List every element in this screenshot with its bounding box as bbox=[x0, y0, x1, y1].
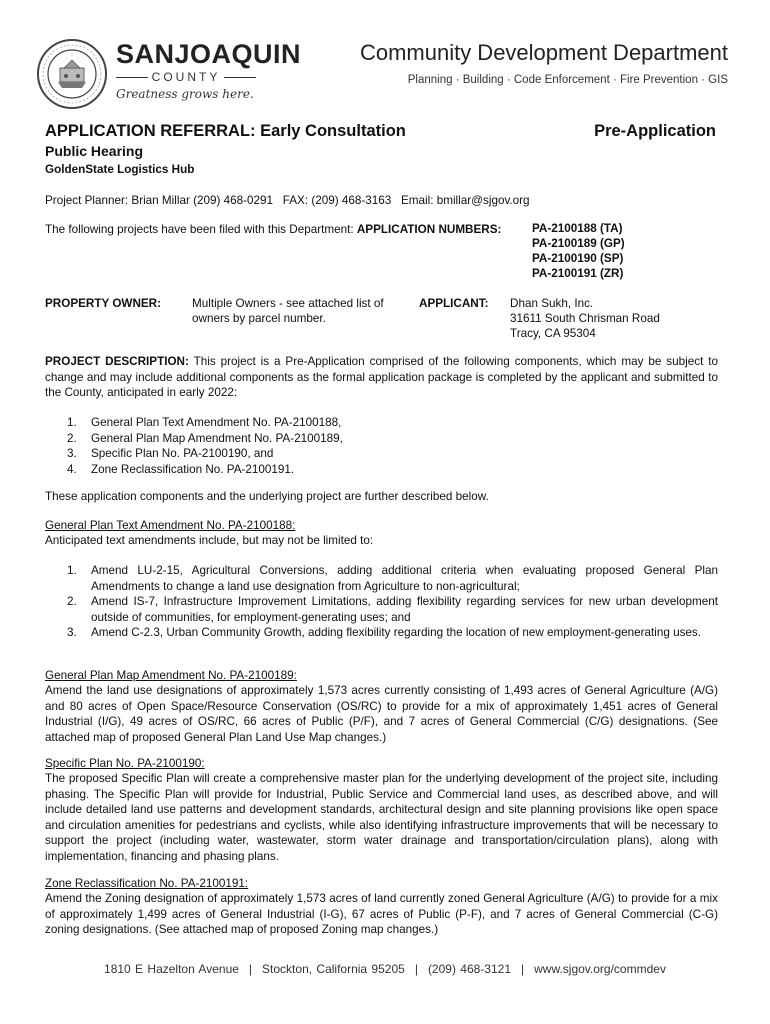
brand-tagline: Greatness grows here. bbox=[116, 87, 254, 101]
application-number: PA-2100191 (ZR) bbox=[532, 267, 624, 280]
property-owner-label: PROPERTY OWNER: bbox=[45, 297, 162, 310]
list-item: 1. General Plan Text Amendment No. PA-2100188, bbox=[67, 416, 342, 429]
department-title: Community Development Department bbox=[359, 40, 728, 65]
county-logo bbox=[116, 39, 302, 101]
application-number: PA-2100189 (GP) bbox=[532, 237, 625, 250]
public-hearing-label: Public Hearing bbox=[45, 143, 144, 159]
document-title: APPLICATION REFERRAL: Early Consultation bbox=[45, 122, 406, 140]
gpta-list bbox=[45, 563, 718, 641]
brand-name: SANJOAQUIN bbox=[116, 39, 302, 69]
footer-city: Stockton, California 95205 bbox=[262, 962, 405, 976]
list-item: 3. Amend C-2.3, Urban Community Growth, adding flexibility regarding the location of new employment-generating uses. bbox=[67, 626, 702, 640]
filed-line: The following projects have been filed with this Department: APPLICATION NUMBERS: bbox=[45, 223, 502, 236]
list-item: 4. Zone Reclassification No. PA-2100191. bbox=[67, 462, 295, 476]
component-list bbox=[45, 415, 718, 477]
application-number: PA-2100190 (SP) bbox=[532, 252, 624, 265]
brand-county: COUNTY bbox=[116, 70, 256, 84]
application-number: PA-2100188 (TA) bbox=[532, 222, 623, 235]
footer-phone: (209) 468-3121 bbox=[427, 962, 511, 976]
pre-application-label: Pre-Application bbox=[594, 122, 716, 140]
zone-reclass-text: Amend the Zoning designation of approximately 1,573 acres of land currently zoned General Agriculture (A/G) to provide for a mix of approximately 1,499 acres of General Industrial (I-G), 67 acres of Public (P-F), and 7 acres of General Commercial (C-G) zoning designations. (See attached map of proposed Zoning map changes.) bbox=[45, 892, 718, 937]
gpma-text: Amend the land use designations of approximately 1,573 acres currently consisting of 1,493 acres of General Agriculture (A/G) and 80 acres of Open Space/Resource Conservation (OS/RC) to provide for a mix of approximately 1,451 acres of General Industrial (I/G), 49 acres of OS/RC, 66 acres of Public (P/F), and 7 acres of General Commercial (C/G) designations. (See attached map of proposed General Plan Land Use Map changes.) bbox=[45, 684, 718, 744]
applicant-line: Tracy, CA 95304 bbox=[510, 327, 596, 340]
zone-reclass-heading: Zone Reclassification No. PA-2100191: bbox=[45, 877, 249, 890]
project-description: PROJECT DESCRIPTION: This project is a Pre-Application comprised of the following components, which may be subject to change and may include additional components as the formal application package is completed by the applicant and submitted to the County, anticipated in early 2022: bbox=[45, 355, 718, 400]
footer-address: 1810 E Hazelton Avenue bbox=[104, 962, 239, 976]
list-item: 2. General Plan Map Amendment No. PA-2100189, bbox=[67, 431, 343, 445]
specific-plan-heading: Specific Plan No. PA-2100190: bbox=[45, 757, 205, 770]
gpma-heading: General Plan Map Amendment No. PA-2100189: bbox=[45, 669, 297, 682]
components-note: These application components and the underlying project are further described below. bbox=[45, 490, 489, 503]
gpta-intro: Anticipated text amendments include, but may not be limited to: bbox=[45, 534, 374, 547]
property-owner-line: owners by parcel number. bbox=[192, 312, 326, 325]
planner-contact: Project Planner: Brian Millar (209) 468-0291 FAX: (209) 468-3163 Email: bmillar@sjgov.org bbox=[45, 194, 530, 207]
applicant-line: Dhan Sukh, Inc. bbox=[510, 297, 594, 310]
footer-website-link[interactable]: www.sjgov.org/commdev bbox=[534, 962, 666, 976]
list-item: 2. Amend IS-7, Infrastructure Improvement Limitations, adding flexibility regarding services for new urban development outside of communities, for employment-generating uses; and bbox=[67, 595, 718, 624]
county-seal-icon bbox=[36, 38, 108, 110]
gpta-heading: General Plan Text Amendment No. PA-2100188: bbox=[45, 519, 296, 532]
application-numbers-label: APPLICATION NUMBERS: bbox=[356, 223, 502, 236]
department-divisions: Planning · Building · Code Enforcement · Fire Prevention · GIS bbox=[407, 74, 728, 86]
list-item: 1. Amend LU-2-15, Agricultural Conversions, adding additional criteria when evaluating proposed General Plan Amendments to change a land use designation from Agriculture to non-agricultural; bbox=[67, 564, 718, 593]
specific-plan-text: The proposed Specific Plan will create a comprehensive master plan for the underlying development of the project site, including phasing. The Specific Plan will provide for Industrial, Public Service and Commercial land uses, as described above, and will include detailed land use patterns and development standards, architectural design and site planning provisions like open space and circulation amenities for pedestrians and cyclists, while also identifying infrastructure improvements that will be necessary to support the project (including water, wastewater, storm water drainage and transportation/circulation plans), along with implementation, financing and phasing plans. bbox=[45, 772, 718, 863]
property-owner-line: Multiple Owners - see attached list of bbox=[192, 297, 384, 310]
list-item: 3. Specific Plan No. PA-2100190, and bbox=[67, 447, 274, 461]
applicant-line: 31611 South Chrisman Road bbox=[510, 312, 660, 325]
page-footer: 1810 E Hazelton Avenue | Stockton, California 95205 | (209) 468-3121 | www.sjgov.org/commdev bbox=[104, 962, 666, 976]
applicant-label: APPLICANT: bbox=[419, 297, 489, 310]
project-name: GoldenState Logistics Hub bbox=[45, 163, 195, 176]
